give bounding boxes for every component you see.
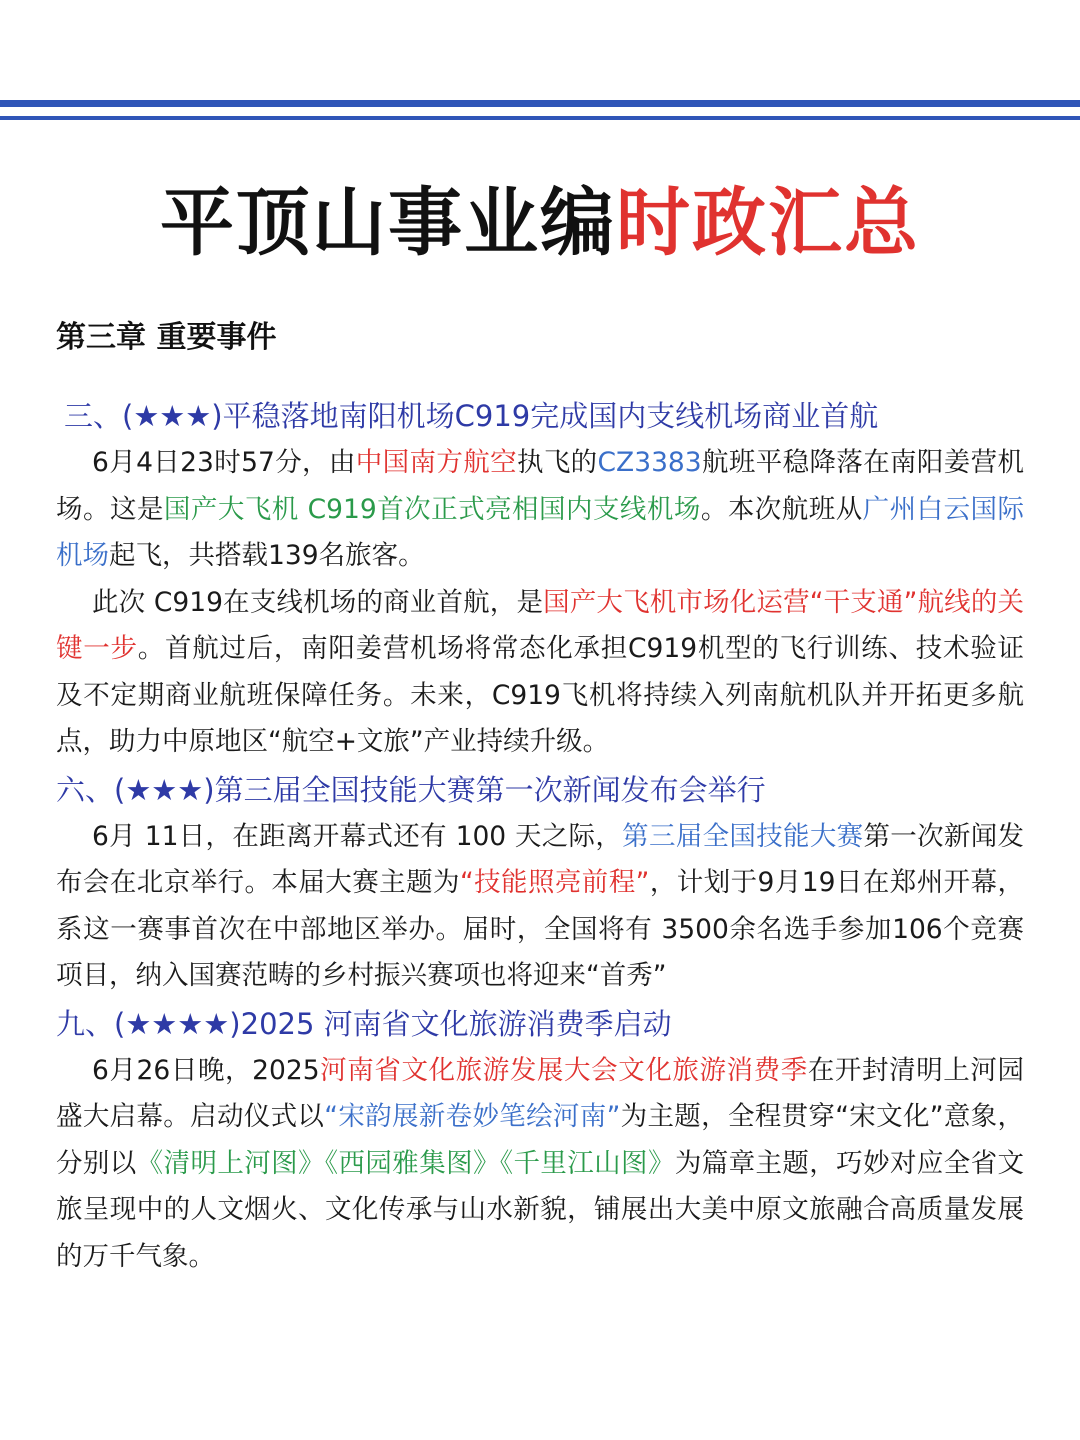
highlight-route: 国产大飞机市场化运营“干支通”航线的关键一步 [56,586,1024,664]
highlight-event-theme: “宋韵展新卷妙笔绘河南” [324,1101,621,1132]
highlight-event-name: 河南省文化旅游发展大会文化旅游消费季 [319,1054,808,1086]
text-run: 6月26日晚，2025 [92,1054,320,1086]
page-title-highlight: 时政汇总 [616,180,920,266]
page-title [0,178,1080,268]
text-run: 。本次航班从 [700,493,863,525]
highlight-c919-debut: 国产大飞机 C919首次正式亮相国内支线机场 [163,493,701,525]
text-run: ，计划于9月19日在郑州开幕，系这一赛事首次在中部地区举办。届时，全国将有 3500余名选手参加106个竞赛项目，纳入国赛范畴的乡村振兴赛项也将迎来“首秀” [56,867,1024,991]
text-run: 为篇章主题，巧妙对应全省文旅呈现中的人文烟火、文化传承与山水新貌，铺展出大美中原文旅融合高质量发展的万千气象。 [56,1147,1025,1272]
text-run: 。首航过后，南阳姜营机场将常态化承担C919机型的飞行训练、技术验证及不定期商业航班保障任务。未来，C919飞机将持续入列南航机队并开拓更多航点，助力中原地区“航空+文旅”产业持续升级。 [56,633,1024,757]
text-run: 为主题，全程贯穿“宋文化”意象，分别以 [56,1101,1024,1179]
highlight-airline: 中国南方航空 [355,447,517,478]
paragraph-tourism-season [56,1048,1024,1281]
top-rule-thin [0,116,1080,120]
section-heading-tourism-season: 九、(★★★★)2025 河南省文化旅游消费季启动 [56,1006,672,1041]
page-title-main: 平顶山事业编 [160,180,616,266]
section-heading-c919: 三、(★★★)平稳落地南阳机场C919完成国内支线机场商业首航 [64,399,879,433]
text-run: 执飞的 [516,447,598,478]
chapter-heading: 第三章 重要事件 [56,320,277,355]
text-run: 航班平稳降落在南阳姜营机场。这是 [56,447,1024,525]
highlight-flight-number: CZ3383 [597,447,702,478]
text-run: 起飞，共搭载139名旅客。 [109,540,425,571]
highlight-paintings: 《清明上河图》《西园雅集图》《千里江山图》 [136,1147,675,1179]
top-rule-thick [0,100,1080,107]
text-run: 在开封清明上河园盛大启幕。启动仪式以 [56,1054,1024,1132]
text-run: 6月4日23时57分，由 [92,447,356,478]
text-run: 6月 11日，在距离开幕式还有 100 天之际， [92,820,623,852]
highlight-contest-name: 第三届全国技能大赛 [622,820,864,852]
highlight-airport: 广州白云国际机场 [56,493,1025,571]
paragraph-skills-contest [56,814,1024,1000]
text-run: 第一次新闻发布会在北京举行。本届大赛主题为 [56,820,1025,898]
article-body [56,392,1024,1280]
highlight-contest-theme: “技能照亮前程” [459,867,650,898]
paragraph-c919-intro [56,440,1024,580]
text-run: 此次 C919在支线机场的商业首航，是 [92,586,544,618]
section-heading-skills-contest: 六、(★★★)第三届全国技能大赛第一次新闻发布会举行 [56,772,766,807]
paragraph-c919-detail [56,580,1024,766]
